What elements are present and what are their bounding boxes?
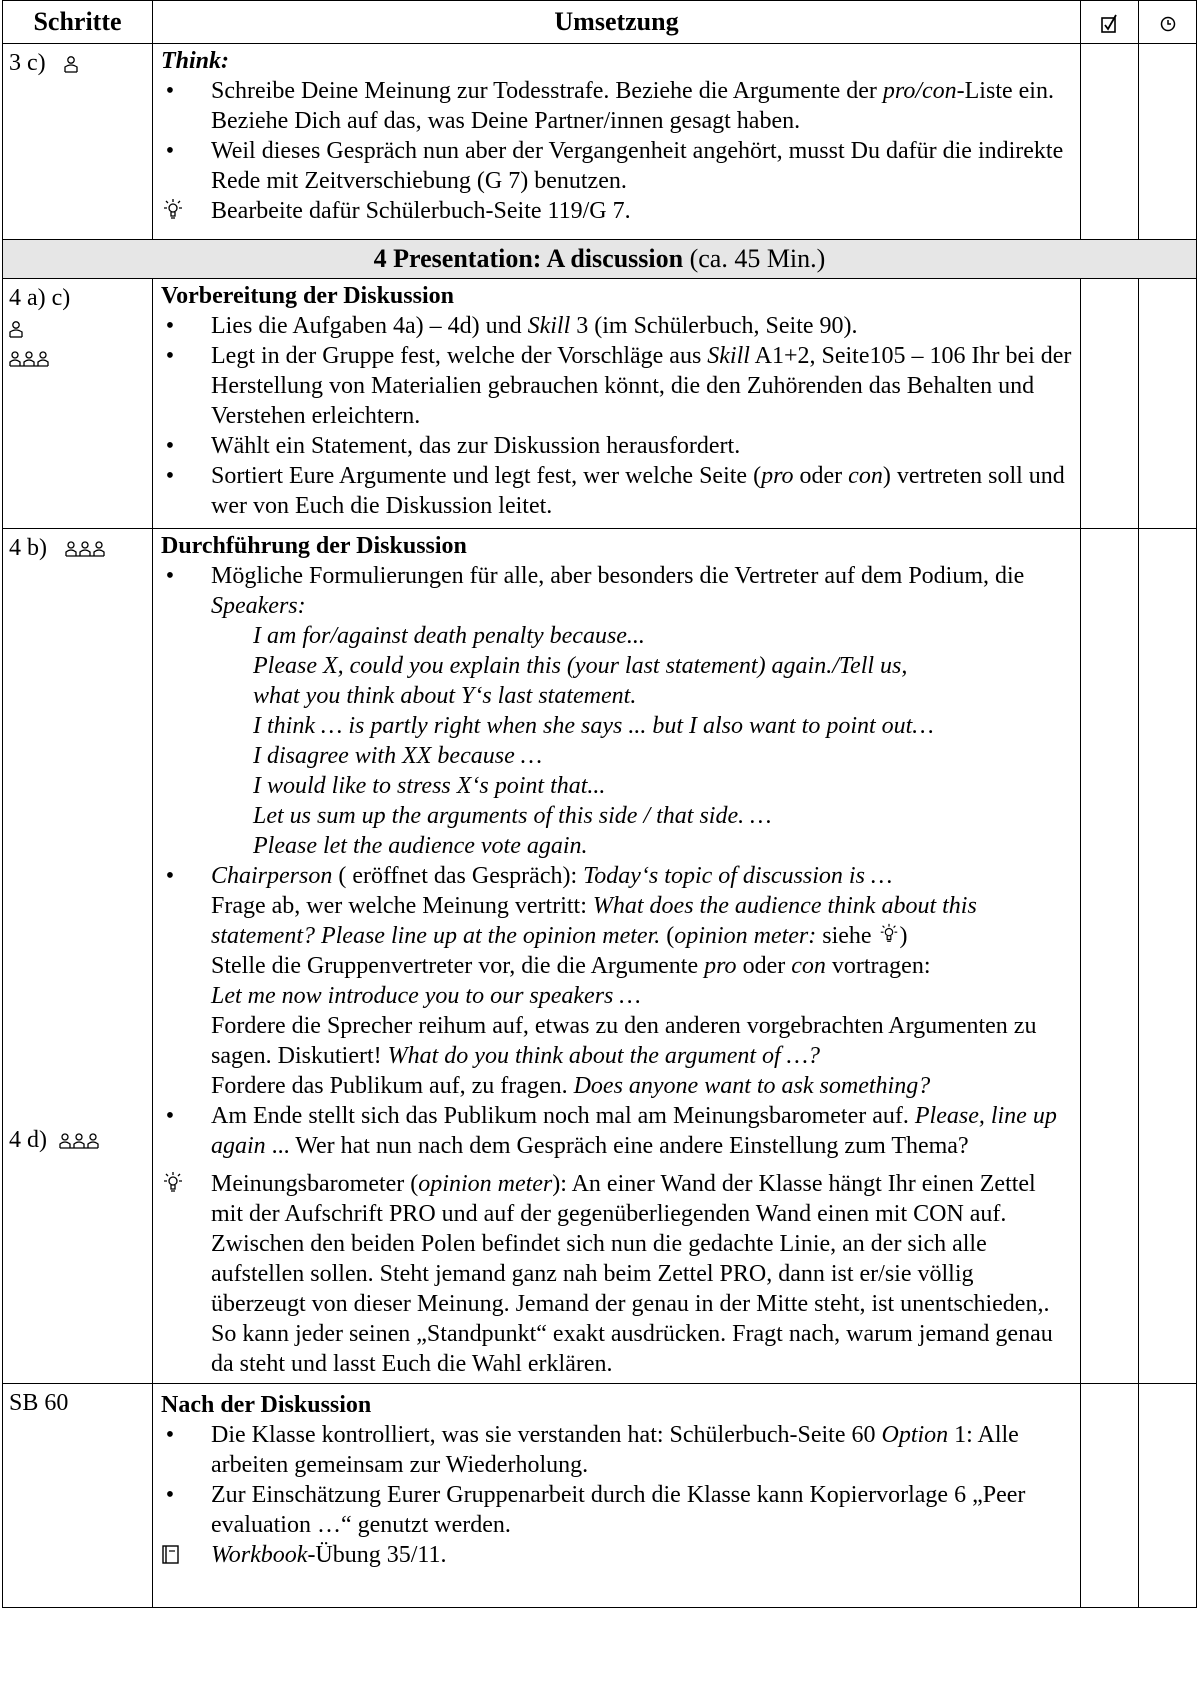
- phrase-line: I would like to stress X‘s point that...: [253, 773, 606, 799]
- content-cell-4b: [153, 529, 1081, 1384]
- step-label: 4 b): [9, 535, 47, 561]
- lightbulb-icon: [878, 923, 900, 945]
- table-row-4b: [3, 529, 1197, 1384]
- section-title: Nach der Diskussion: [161, 1392, 372, 1418]
- phrase-line: I am for/against death penalty because...: [253, 623, 645, 649]
- header-time: [1139, 1, 1197, 44]
- check-cell[interactable]: [1081, 1384, 1139, 1608]
- list-item: • Die Klasse kontrolliert, was sie verstanden hat: Schülerbuch-Seite 60 Option 1: Alle arbeiten gemeinsam zur Wiederholung.: [165, 1422, 1019, 1478]
- table-row-3c: [3, 44, 1197, 240]
- step-label: SB 60: [9, 1390, 69, 1416]
- table-row-4ac: [3, 279, 1197, 529]
- chair-line: Fordere das Publikum auf, zu fragen. Does anyone want to ask something?: [211, 1073, 931, 1099]
- time-cell[interactable]: [1139, 1384, 1197, 1608]
- clock-icon: [1159, 15, 1177, 33]
- section-title: Think:: [161, 48, 230, 74]
- phrase-line: I think … is partly right when she says ... but I also want to point out…: [253, 713, 934, 739]
- chair-line: Let me now introduce you to our speakers …: [211, 983, 641, 1009]
- workbook-icon: [161, 1544, 181, 1566]
- chair-line: Stelle die Gruppenvertreter vor, die die Argumente pro oder con vortragen:: [211, 953, 931, 979]
- list-item: • Mögliche Formulierungen für alle, aber besonders die Vertreter auf dem Podium, die Speakers:: [165, 563, 1025, 619]
- list-item: • Lies die Aufgaben 4a) – 4d) und Skill 3 (im Schülerbuch, Seite 90).: [165, 313, 858, 339]
- list-item: • Sortiert Eure Argumente und legt fest, wer welche Seite (pro oder con) vertreten soll und wer von Euch die Diskussion leitet.: [165, 463, 1065, 519]
- check-cell[interactable]: [1081, 529, 1139, 1384]
- list-item: • Am Ende stellt sich das Publikum noch mal am Meinungsbarometer auf. Please, line up again ... Wer hat nun nach dem Gespräch eine andere Einstellung zum Thema?: [165, 1103, 1057, 1159]
- section-heading: 4 Presentation: A discussion (ca. 45 Min.): [3, 240, 1197, 279]
- chair-line: Frage ab, wer welche Meinung vertritt: What does the audience think about this statement? Please line up at the opinion meter. (opinion meter: siehe ): [211, 893, 977, 949]
- header-implementation: Umsetzung: [153, 1, 1081, 44]
- phrase-line: Let us sum up the arguments of this side / that side. …: [253, 803, 772, 829]
- list-item: • Legt in der Gruppe fest, welche der Vorschläge aus Skill A1+2, Seite105 – 106 Ihr bei der Herstellung von Materialien gebrauchen könnt, die den Zuhörenden das Behalten und Verstehen erleichtern.: [165, 343, 1072, 429]
- workbook-line: Workbook-Übung 35/11.: [161, 1540, 1072, 1570]
- table-row-sb60: [3, 1384, 1197, 1608]
- step-cell-4b: [3, 529, 153, 1384]
- tip-line: Bearbeite dafür Schülerbuch-Seite 119/G 7.: [161, 196, 1072, 226]
- phrase-line: Please let the audience vote again.: [253, 833, 588, 859]
- lightbulb-icon: [161, 198, 185, 222]
- single-person-icon: [9, 320, 23, 338]
- tip-paragraph: Meinungsbarometer (opinion meter): An einer Wand der Klasse hängt Ihr einen Zettel mit der Aufschrift PRO und auf der gegenüberliegenden Wand einen mit CON auf. Zwischen den beiden Polen befindet sich nun die gedachte Linie, an der sich alle aufstellen sollen. Steht jemand ganz nah beim Zettel PRO, dann ist er/sie völlig überzeugt von dieser Meinung. Jemand der genau in der Mitte steht, ist unentschieden,. So kann jeder seinen „Standpunkt“ exakt ausdrücken. Fragt nach, warum jemand genau da steht und lasst Euch die Wahl erklären.: [161, 1169, 1072, 1379]
- step-label: 4 d): [9, 1127, 47, 1153]
- time-cell[interactable]: [1139, 529, 1197, 1384]
- step-cell-sb60: [3, 1384, 153, 1608]
- phrase-line: Please X, could you explain this (your last statement) again./Tell us,: [253, 653, 908, 679]
- step-cell-3c: [3, 44, 153, 240]
- table-header-row: [3, 1, 1197, 44]
- list-item: • Weil dieses Gespräch nun aber der Vergangenheit angehört, musst Du dafür die indirekte Rede mit Zeitverschiebung (G 7) benutzen.: [165, 138, 1064, 194]
- list-item: • Chairperson ( eröffnet das Gespräch): Today‘s topic of discussion is …: [165, 863, 893, 889]
- phrase-line: what you think about Y‘s last statement.: [253, 683, 637, 709]
- group-icon: [65, 540, 105, 558]
- time-cell[interactable]: [1139, 44, 1197, 240]
- group-icon: [9, 350, 49, 368]
- group-icon: [59, 1132, 99, 1150]
- content-cell-sb60: [153, 1384, 1081, 1608]
- step-label: 4 a) c): [9, 285, 71, 311]
- list-item: • Schreibe Deine Meinung zur Todesstrafe. Beziehe die Argumente der pro/con-Liste ein. Beziehe Dich auf das, was Deine Partner/innen gesagt haben.: [165, 78, 1054, 134]
- header-steps: Schritte: [3, 1, 153, 44]
- content-cell-3c: [153, 44, 1081, 240]
- lightbulb-icon: [161, 1171, 185, 1195]
- checkbox-tick-icon: [1100, 13, 1120, 35]
- section-title: Durchführung der Diskussion: [161, 533, 467, 559]
- check-cell[interactable]: [1081, 279, 1139, 529]
- chair-line: Fordere die Sprecher reihum auf, etwas zu den anderen vorgebrachten Argumenten zu sagen. Diskutiert! What do you think about the argument of …?: [211, 1013, 1037, 1069]
- list-item: • Zur Einschätzung Eurer Gruppenarbeit durch die Klasse kann Kopiervorlage 6 „Peer evaluation …“ genutzt werden.: [165, 1482, 1026, 1538]
- lesson-plan-table: [2, 0, 1197, 1608]
- section-title: Vorbereitung der Diskussion: [161, 283, 454, 309]
- step-label: 3 c): [9, 50, 46, 76]
- step-cell-4ac: [3, 279, 153, 529]
- time-cell[interactable]: [1139, 279, 1197, 529]
- single-person-icon: [64, 55, 78, 73]
- header-check: [1081, 1, 1139, 44]
- content-cell-4ac: [153, 279, 1081, 529]
- section-row-4: [3, 240, 1197, 279]
- list-item: • Wählt ein Statement, das zur Diskussion herausfordert.: [165, 433, 741, 459]
- phrase-line: I disagree with XX because …: [253, 743, 543, 769]
- check-cell[interactable]: [1081, 44, 1139, 240]
